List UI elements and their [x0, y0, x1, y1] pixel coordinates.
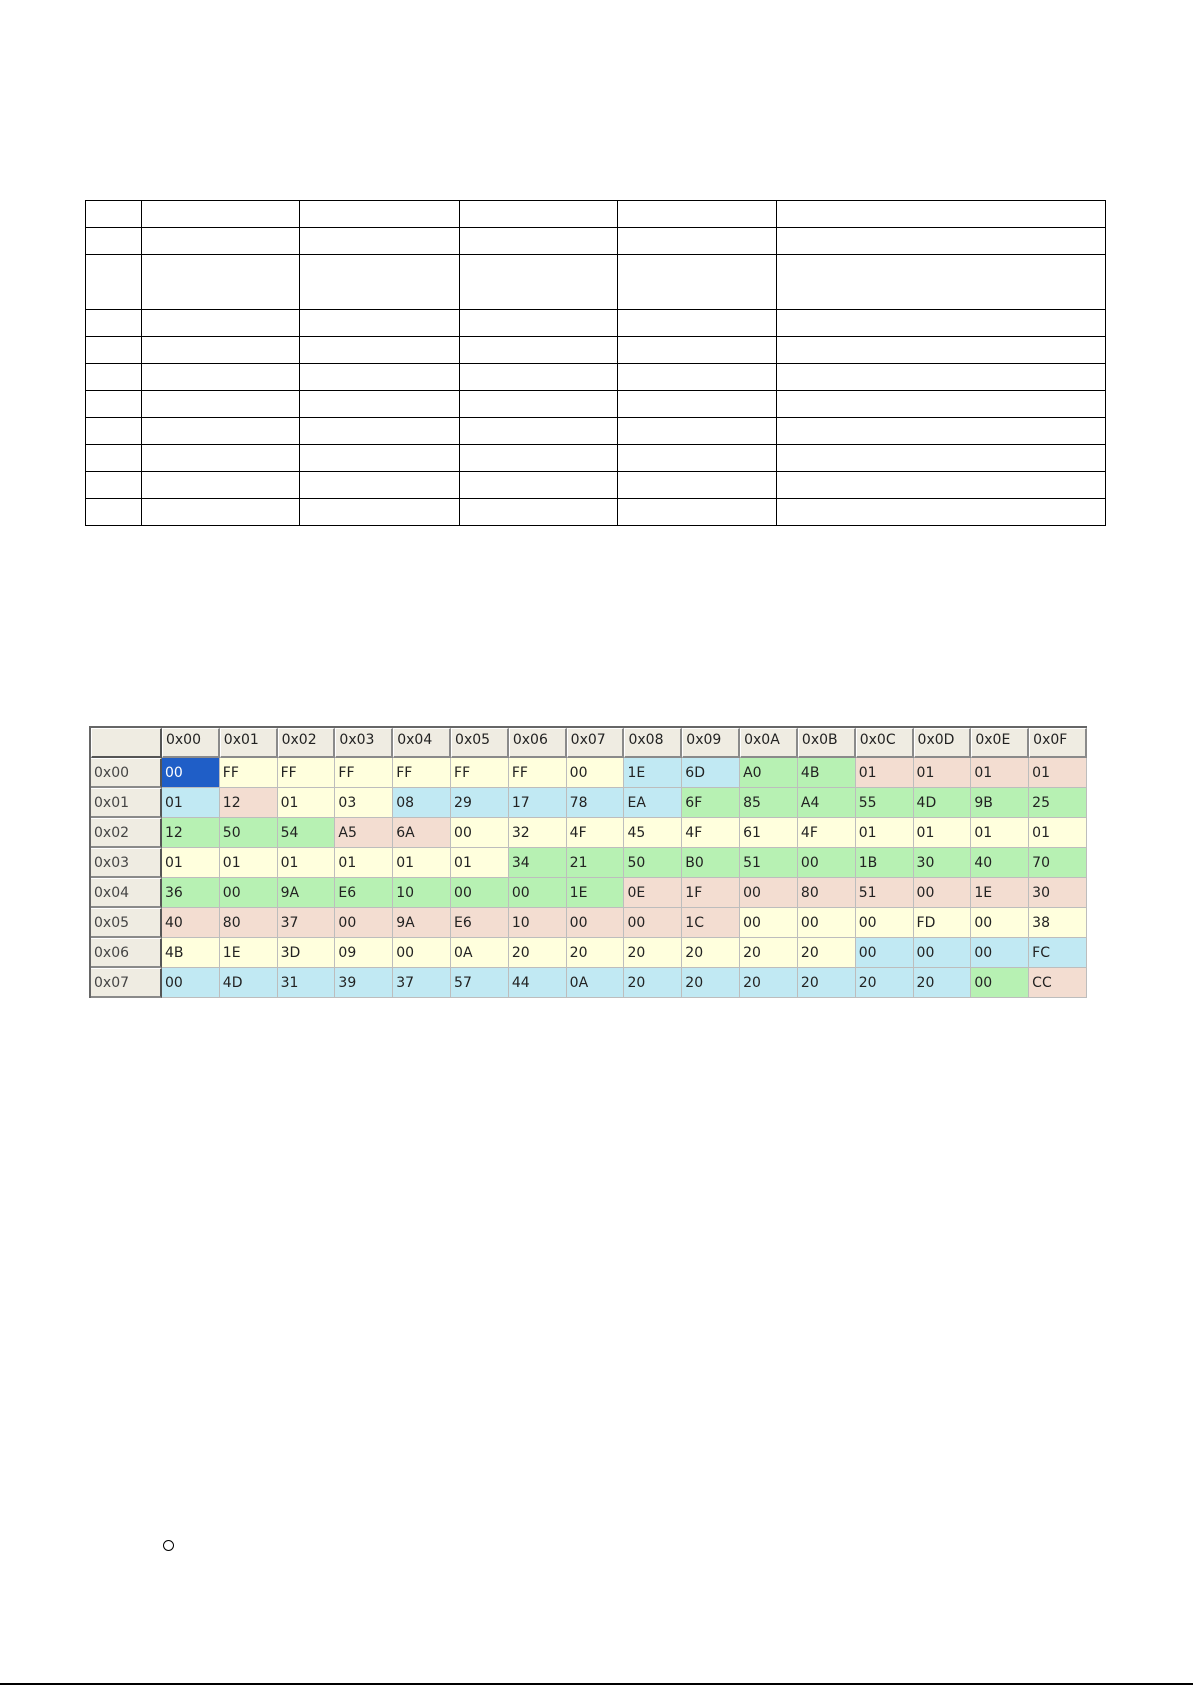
blank-table-cell: [460, 391, 618, 418]
blank-table-cell: [460, 472, 618, 499]
blank-table-cell: [142, 364, 300, 391]
blank-table-cell: [777, 255, 1106, 310]
hex-cell[interactable]: FF: [278, 758, 336, 788]
hex-cell[interactable]: FF: [335, 758, 393, 788]
blank-table-cell: [777, 391, 1106, 418]
hex-row-header[interactable]: 0x05: [91, 908, 162, 938]
hex-cell[interactable]: 0A: [451, 938, 509, 968]
blank-table-row: [86, 337, 1106, 364]
blank-table-cell: [300, 201, 460, 228]
hex-column-header[interactable]: 0x0C: [856, 728, 914, 758]
hex-cell[interactable]: 37: [393, 968, 451, 998]
hex-grid[interactable]: [89, 726, 1087, 998]
blank-table-cell: [86, 228, 142, 255]
hex-cell[interactable]: 4B: [798, 758, 856, 788]
hex-cell[interactable]: 10: [393, 878, 451, 908]
hex-column-header[interactable]: 0x0A: [740, 728, 798, 758]
hex-column-header[interactable]: 0x03: [335, 728, 393, 758]
hex-cell[interactable]: 50: [220, 818, 278, 848]
hex-cell[interactable]: 9A: [393, 908, 451, 938]
hex-cell[interactable]: 80: [220, 908, 278, 938]
blank-table-row: [86, 228, 1106, 255]
hex-cell[interactable]: CC: [1029, 968, 1087, 998]
hex-column-header[interactable]: 0x09: [682, 728, 740, 758]
hex-header-row: [91, 728, 1087, 758]
hex-row: [91, 908, 1087, 938]
blank-table-cell: [777, 472, 1106, 499]
hex-cell[interactable]: 00: [798, 848, 856, 878]
hex-grid-view[interactable]: [89, 726, 1068, 1011]
blank-table-cell: [460, 255, 618, 310]
hex-column-header[interactable]: 0x02: [278, 728, 336, 758]
hex-row: [91, 878, 1087, 908]
blank-table-cell: [142, 201, 300, 228]
blank-table-cell: [142, 418, 300, 445]
hex-row: [91, 818, 1087, 848]
hex-cell[interactable]: 00: [914, 938, 972, 968]
hex-cell[interactable]: 40: [971, 848, 1029, 878]
blank-table-cell: [460, 337, 618, 364]
hex-cell[interactable]: 00: [220, 878, 278, 908]
hex-cell[interactable]: 01: [856, 818, 914, 848]
hex-cell[interactable]: 31: [278, 968, 336, 998]
hex-cell[interactable]: 4B: [162, 938, 220, 968]
blank-table-cell: [777, 337, 1106, 364]
hex-column-header[interactable]: 0x0E: [971, 728, 1029, 758]
hex-cell[interactable]: 25: [1029, 788, 1087, 818]
hex-cell[interactable]: 9A: [278, 878, 336, 908]
blank-table-cell: [86, 472, 142, 499]
blank-table-cell: [86, 391, 142, 418]
hex-cell[interactable]: 01: [278, 848, 336, 878]
hex-cell[interactable]: 30: [1029, 878, 1087, 908]
hex-cell[interactable]: A5: [335, 818, 393, 848]
hex-cell[interactable]: 20: [798, 938, 856, 968]
blank-table-cell: [86, 337, 142, 364]
blank-table-cell: [460, 364, 618, 391]
blank-table-cell: [618, 337, 777, 364]
blank-table: [85, 200, 1106, 526]
hex-row: [91, 848, 1087, 878]
blank-table-cell: [86, 310, 142, 337]
hex-cell[interactable]: 39: [335, 968, 393, 998]
blank-table-cell: [460, 499, 618, 526]
blank-table-row: [86, 255, 1106, 310]
hex-cell[interactable]: 00: [393, 938, 451, 968]
hex-cell[interactable]: 03: [335, 788, 393, 818]
hex-cell[interactable]: 61: [740, 818, 798, 848]
hex-cell[interactable]: 08: [393, 788, 451, 818]
hex-cell[interactable]: 20: [624, 938, 682, 968]
hex-cell[interactable]: 01: [914, 818, 972, 848]
hex-cell[interactable]: EA: [624, 788, 682, 818]
blank-table-cell: [86, 445, 142, 472]
blank-table-cell: [460, 445, 618, 472]
hex-row-header[interactable]: 0x07: [91, 968, 162, 998]
hex-cell[interactable]: 00: [451, 878, 509, 908]
hex-cell[interactable]: 70: [1029, 848, 1087, 878]
hex-cell[interactable]: 51: [740, 848, 798, 878]
hex-cell[interactable]: E6: [335, 878, 393, 908]
hex-cell[interactable]: 38: [1029, 908, 1087, 938]
blank-table-cell: [300, 364, 460, 391]
blank-table-cell: [300, 310, 460, 337]
hex-cell[interactable]: 36: [162, 878, 220, 908]
hex-cell[interactable]: 4F: [567, 818, 625, 848]
hex-row: [91, 758, 1087, 788]
hex-cell[interactable]: 12: [162, 818, 220, 848]
blank-table-cell: [300, 255, 460, 310]
hex-cell[interactable]: 01: [278, 788, 336, 818]
hex-row-header[interactable]: 0x04: [91, 878, 162, 908]
hex-cell[interactable]: A0: [740, 758, 798, 788]
blank-table-cell: [142, 445, 300, 472]
hex-cell[interactable]: 01: [856, 758, 914, 788]
hex-cell[interactable]: 01: [162, 788, 220, 818]
hex-cell[interactable]: 9B: [971, 788, 1029, 818]
hex-cell[interactable]: 01: [971, 818, 1029, 848]
blank-table-cell: [142, 310, 300, 337]
hex-cell[interactable]: 00: [624, 908, 682, 938]
hex-row: [91, 938, 1087, 968]
hex-cell[interactable]: 20: [682, 938, 740, 968]
hex-cell[interactable]: 00: [451, 818, 509, 848]
hex-cell[interactable]: 1E: [624, 758, 682, 788]
blank-table-cell: [777, 499, 1106, 526]
hex-cell[interactable]: FF: [220, 758, 278, 788]
blank-table-row: [86, 201, 1106, 228]
hex-cell[interactable]: 85: [740, 788, 798, 818]
hex-column-header[interactable]: 0x04: [393, 728, 451, 758]
hex-cell[interactable]: 45: [624, 818, 682, 848]
hex-cell[interactable]: 0E: [624, 878, 682, 908]
hex-row-header[interactable]: 0x01: [91, 788, 162, 818]
blank-table-row: [86, 499, 1106, 526]
hex-column-header[interactable]: 0x0B: [798, 728, 856, 758]
hex-cell[interactable]: FF: [509, 758, 567, 788]
blank-table-cell: [618, 255, 777, 310]
hex-cell[interactable]: 00: [914, 878, 972, 908]
hex-cell[interactable]: 4D: [220, 968, 278, 998]
hex-cell[interactable]: 30: [914, 848, 972, 878]
hex-cell[interactable]: 80: [798, 878, 856, 908]
hex-cell[interactable]: 12: [220, 788, 278, 818]
blank-table-cell: [777, 201, 1106, 228]
blank-table-cell: [142, 391, 300, 418]
hex-cell[interactable]: 00: [335, 908, 393, 938]
blank-table-cell: [300, 228, 460, 255]
hex-cell-selected[interactable]: 00: [162, 758, 220, 788]
hex-cell[interactable]: 6A: [393, 818, 451, 848]
blank-table-cell: [300, 337, 460, 364]
hex-row: [91, 788, 1087, 818]
hex-cell[interactable]: 00: [509, 878, 567, 908]
blank-table-row: [86, 310, 1106, 337]
blank-table-row: [86, 418, 1106, 445]
hex-cell[interactable]: 20: [567, 938, 625, 968]
hex-cell[interactable]: 1B: [856, 848, 914, 878]
hex-cell[interactable]: FC: [1029, 938, 1087, 968]
blank-table-cell: [86, 418, 142, 445]
blank-table-cell: [777, 418, 1106, 445]
hex-cell[interactable]: 55: [856, 788, 914, 818]
hex-cell[interactable]: 00: [971, 938, 1029, 968]
bullet-circle-icon: [163, 1540, 174, 1551]
hex-cell[interactable]: 00: [971, 908, 1029, 938]
blank-table-cell: [86, 255, 142, 310]
blank-table-cell: [777, 445, 1106, 472]
blank-table-cell: [460, 310, 618, 337]
hex-cell[interactable]: E6: [451, 908, 509, 938]
blank-table-cell: [86, 364, 142, 391]
hex-cell[interactable]: 09: [335, 938, 393, 968]
hex-cell[interactable]: 01: [914, 758, 972, 788]
hex-cell[interactable]: 20: [914, 968, 972, 998]
hex-cell[interactable]: 00: [567, 758, 625, 788]
blank-table-cell: [777, 364, 1106, 391]
blank-table-cell: [300, 472, 460, 499]
hex-cell[interactable]: FF: [393, 758, 451, 788]
blank-table-cell: [777, 228, 1106, 255]
hex-cell[interactable]: 4F: [798, 818, 856, 848]
hex-column-header[interactable]: 0x0D: [914, 728, 972, 758]
hex-cell[interactable]: 17: [509, 788, 567, 818]
blank-table-cell: [300, 391, 460, 418]
hex-cell[interactable]: 01: [1029, 818, 1087, 848]
hex-cell[interactable]: 00: [740, 908, 798, 938]
blank-table-cell: [618, 445, 777, 472]
hex-cell[interactable]: 1C: [682, 908, 740, 938]
hex-cell[interactable]: 50: [624, 848, 682, 878]
hex-cell[interactable]: 6D: [682, 758, 740, 788]
hex-column-header[interactable]: 0x01: [220, 728, 278, 758]
blank-table-cell: [618, 472, 777, 499]
hex-cell[interactable]: 20: [740, 968, 798, 998]
hex-cell[interactable]: 20: [509, 938, 567, 968]
hex-corner-cell: [91, 728, 162, 758]
hex-cell[interactable]: 20: [624, 968, 682, 998]
hex-cell[interactable]: FF: [451, 758, 509, 788]
hex-row-header[interactable]: 0x06: [91, 938, 162, 968]
hex-cell[interactable]: 1F: [682, 878, 740, 908]
blank-table-cell: [618, 391, 777, 418]
hex-cell[interactable]: FD: [914, 908, 972, 938]
blank-table-cell: [142, 255, 300, 310]
blank-table-cell: [618, 201, 777, 228]
hex-cell[interactable]: 32: [509, 818, 567, 848]
blank-table-cell: [618, 418, 777, 445]
hex-cell[interactable]: 20: [798, 968, 856, 998]
blank-table-cell: [142, 499, 300, 526]
blank-table-cell: [86, 499, 142, 526]
hex-cell[interactable]: 44: [509, 968, 567, 998]
hex-cell[interactable]: 01: [335, 848, 393, 878]
hex-cell[interactable]: B0: [682, 848, 740, 878]
blank-table-cell: [300, 499, 460, 526]
hex-column-header[interactable]: 0x00: [162, 728, 220, 758]
hex-cell[interactable]: 4F: [682, 818, 740, 848]
blank-table-cell: [460, 228, 618, 255]
blank-table-cell: [460, 418, 618, 445]
hex-cell[interactable]: 78: [567, 788, 625, 818]
hex-cell[interactable]: 00: [740, 878, 798, 908]
blank-table-cell: [460, 201, 618, 228]
hex-cell[interactable]: 01: [162, 848, 220, 878]
hex-cell[interactable]: 0A: [567, 968, 625, 998]
blank-table-cell: [618, 364, 777, 391]
blank-table-row: [86, 472, 1106, 499]
hex-column-header[interactable]: 0x08: [624, 728, 682, 758]
hex-cell[interactable]: 37: [278, 908, 336, 938]
hex-column-header[interactable]: 0x07: [567, 728, 625, 758]
blank-table-row: [86, 391, 1106, 418]
blank-table-cell: [618, 310, 777, 337]
hex-cell[interactable]: 1E: [567, 878, 625, 908]
blank-table-cell: [300, 418, 460, 445]
blank-table-cell: [777, 310, 1106, 337]
hex-cell[interactable]: 00: [856, 938, 914, 968]
hex-cell[interactable]: 01: [220, 848, 278, 878]
hex-column-header[interactable]: 0x06: [509, 728, 567, 758]
hex-cell[interactable]: 57: [451, 968, 509, 998]
blank-table-cell: [142, 472, 300, 499]
hex-cell[interactable]: 10: [509, 908, 567, 938]
hex-cell[interactable]: 01: [451, 848, 509, 878]
hex-cell[interactable]: 1E: [220, 938, 278, 968]
hex-cell[interactable]: 3D: [278, 938, 336, 968]
hex-cell[interactable]: 4D: [914, 788, 972, 818]
blank-table-cell: [618, 499, 777, 526]
hex-cell[interactable]: 01: [393, 848, 451, 878]
blank-table-cell: [300, 445, 460, 472]
blank-table-row: [86, 364, 1106, 391]
blank-table-cell: [142, 228, 300, 255]
hex-row-header[interactable]: 0x00: [91, 758, 162, 788]
blank-table-cell: [618, 228, 777, 255]
hex-cell[interactable]: 21: [567, 848, 625, 878]
hex-cell[interactable]: 6F: [682, 788, 740, 818]
hex-column-header[interactable]: 0x05: [451, 728, 509, 758]
hex-cell[interactable]: 20: [682, 968, 740, 998]
hex-cell[interactable]: 34: [509, 848, 567, 878]
blank-table-row: [86, 445, 1106, 472]
hex-row-header[interactable]: 0x03: [91, 848, 162, 878]
hex-row-header[interactable]: 0x02: [91, 818, 162, 848]
hex-column-header[interactable]: 0x0F: [1029, 728, 1087, 758]
blank-table-cell: [142, 337, 300, 364]
hex-row: [91, 968, 1087, 998]
hex-cell[interactable]: 01: [1029, 758, 1087, 788]
hex-cell[interactable]: 00: [567, 908, 625, 938]
hex-cell[interactable]: A4: [798, 788, 856, 818]
hex-cell[interactable]: 20: [740, 938, 798, 968]
hex-cell[interactable]: 51: [856, 878, 914, 908]
hex-cell[interactable]: 00: [798, 908, 856, 938]
hex-cell[interactable]: 54: [278, 818, 336, 848]
hex-cell[interactable]: 29: [451, 788, 509, 818]
hex-cell[interactable]: 00: [856, 908, 914, 938]
hex-cell[interactable]: 01: [971, 758, 1029, 788]
hex-cell[interactable]: 00: [971, 968, 1029, 998]
hex-cell[interactable]: 40: [162, 908, 220, 938]
hex-cell[interactable]: 20: [856, 968, 914, 998]
blank-table-cell: [86, 201, 142, 228]
hex-cell[interactable]: 00: [162, 968, 220, 998]
hex-cell[interactable]: 1E: [971, 878, 1029, 908]
